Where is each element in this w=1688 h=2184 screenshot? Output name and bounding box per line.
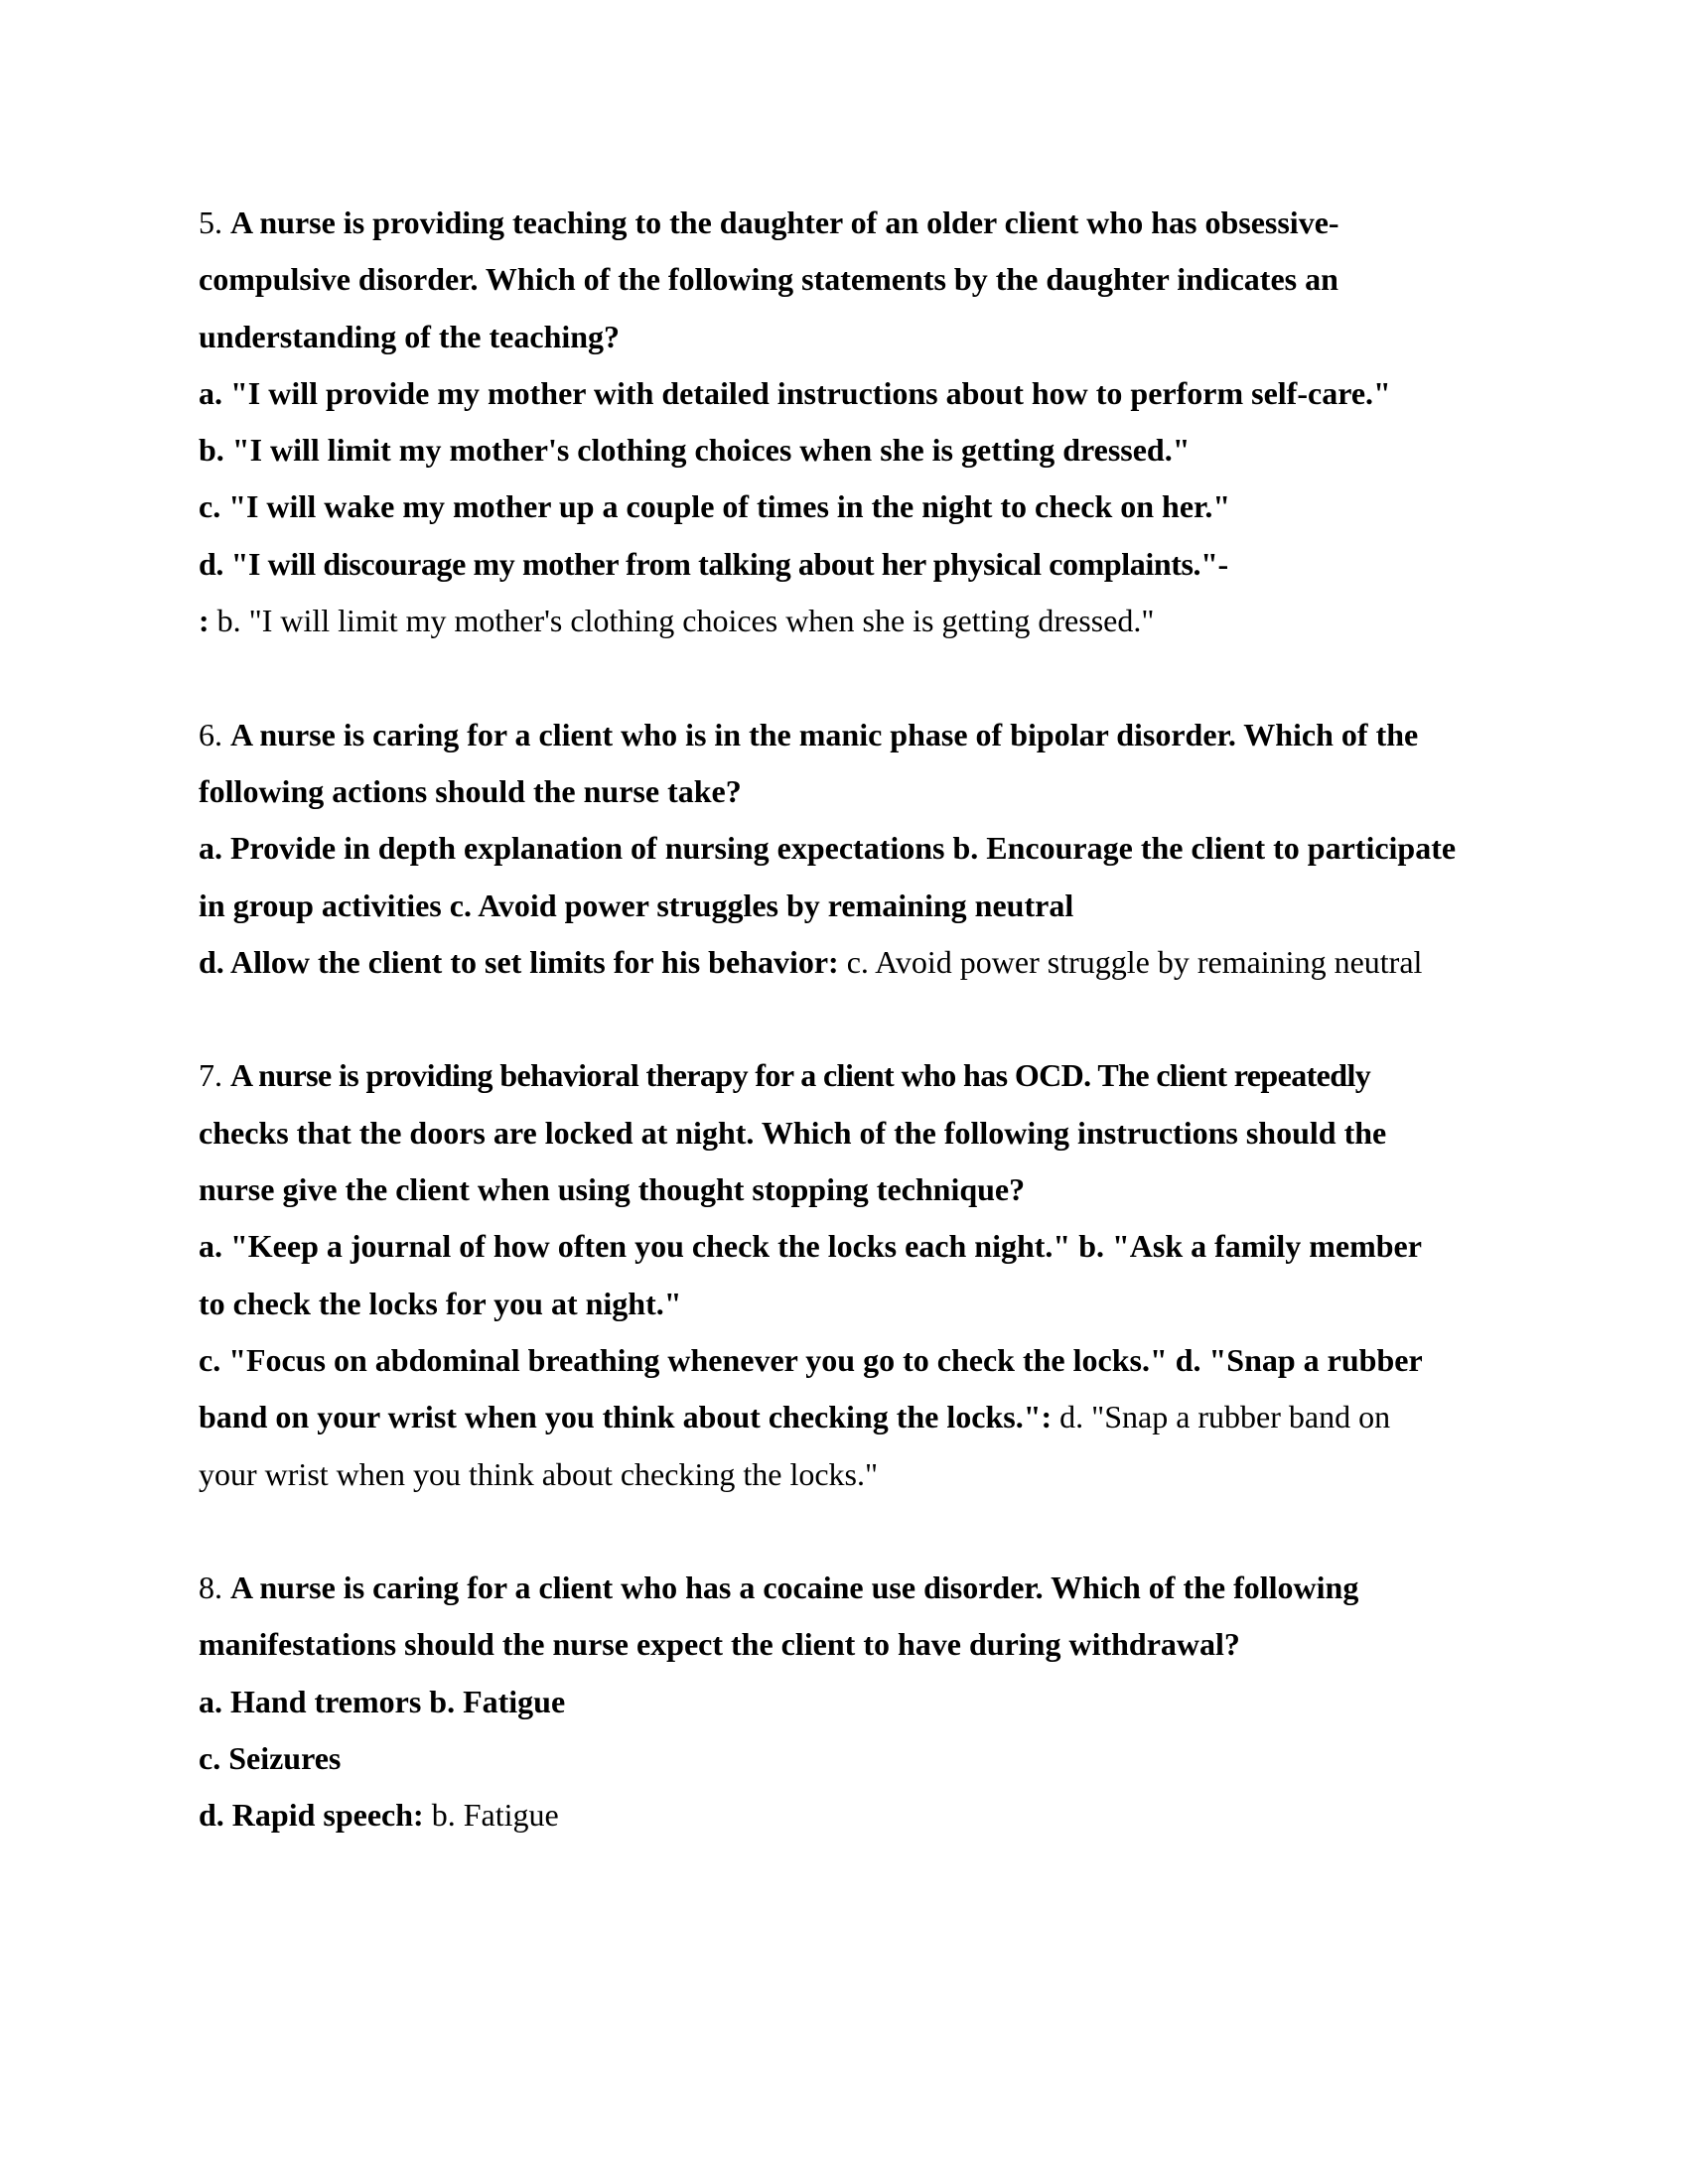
question-number: 8. [199, 1570, 222, 1606]
answer-text: c. Avoid power struggle by remaining neutral [838, 943, 1423, 980]
question-7-stem-line-1 [199, 1047, 1499, 1104]
question-7 [199, 1047, 1499, 1502]
question-6-options-line-2: in group activities c. Avoid power struggles by remaining neutral [199, 887, 1074, 923]
question-8 [199, 1560, 1499, 1843]
question-7-options-line-2: to check the locks for you at night." [199, 1285, 682, 1321]
question-stem-text: A nurse is providing behavioral therapy for a client who has OCD. The client repeatedly [230, 1057, 1371, 1094]
question-7-options-line-3: c. "Focus on abdominal breathing whenever you go to check the locks." d. "Snap a rubber [199, 1341, 1423, 1378]
question-5-option-d: d. "I will discourage my mother from talking about her physical complaints."- [199, 545, 1228, 582]
question-5-answer-line [199, 593, 1499, 649]
question-5-stem-line-3: understanding of the teaching? [199, 318, 621, 354]
question-8-options-line-2: c. Seizures [199, 1740, 342, 1777]
question-6-stem-line-1 [199, 707, 1499, 763]
question-stem-text: A nurse is caring for a client who is in the manic phase of bipolar disorder. Which of the [230, 716, 1419, 752]
question-stem-text: A nurse is providing teaching to the daughter of an older client who has obsessive- [230, 205, 1339, 240]
question-number: 6. [199, 716, 222, 752]
question-8-stem-line-1 [199, 1560, 1499, 1616]
question-7-answer-line-2: your wrist when you think about checking the locks." [199, 1455, 879, 1492]
question-5 [199, 195, 1499, 649]
question-5-stem-line-1 [199, 195, 1499, 251]
option-d: d. Allow the client to set limits for his behavior: [199, 943, 839, 980]
option-d-continued: band on your wrist when you think about checking the locks.": [199, 1399, 1053, 1435]
question-8-options-line-1: a. Hand tremors b. Fatigue [199, 1683, 566, 1719]
question-5-option-a: a. "I will provide my mother with detailed instructions about how to perform self-care." [199, 374, 1391, 411]
question-7-answer-line-1 [199, 1389, 1499, 1445]
question-7-stem-line-2: checks that the doors are locked at night. Which of the following instructions should the [199, 1114, 1387, 1151]
answer-text: b. Fatigue [423, 1797, 559, 1834]
question-7-stem-line-3: nurse give the client when using thought stopping technique? [199, 1171, 1026, 1208]
question-5-stem-line-2: compulsive disorder. Which of the following statements by the daughter indicates an [199, 261, 1338, 298]
question-6-options-line-1: a. Provide in depth explanation of nursing expectations b. Encourage the client to participate [199, 830, 1457, 867]
answer-text: b. "I will limit my mother's clothing choices when she is getting dressed." [209, 603, 1155, 639]
answer-prefix: : [199, 603, 210, 639]
question-6 [199, 707, 1499, 991]
question-list [199, 195, 1499, 1844]
question-8-answer-line [199, 1787, 1499, 1843]
question-6-answer-line [199, 934, 1499, 991]
question-number: 7. [199, 1057, 222, 1094]
answer-text: d. "Snap a rubber band on [1052, 1399, 1391, 1435]
question-5-option-b: b. "I will limit my mother's clothing choices when she is getting dressed." [199, 432, 1191, 469]
question-stem-text: A nurse is caring for a client who has a cocaine use disorder. Which of the following [230, 1570, 1359, 1606]
question-number: 5. [199, 205, 222, 240]
question-6-stem-line-2: following actions should the nurse take? [199, 772, 742, 809]
option-d: d. Rapid speech: [199, 1797, 424, 1834]
question-5-option-c: c. "I will wake my mother up a couple of times in the night to check on her." [199, 488, 1231, 525]
question-8-stem-line-2: manifestations should the nurse expect the client to have during withdrawal? [199, 1626, 1240, 1663]
question-7-options-line-1: a. "Keep a journal of how often you check the locks each night." b. "Ask a family member [199, 1228, 1422, 1265]
